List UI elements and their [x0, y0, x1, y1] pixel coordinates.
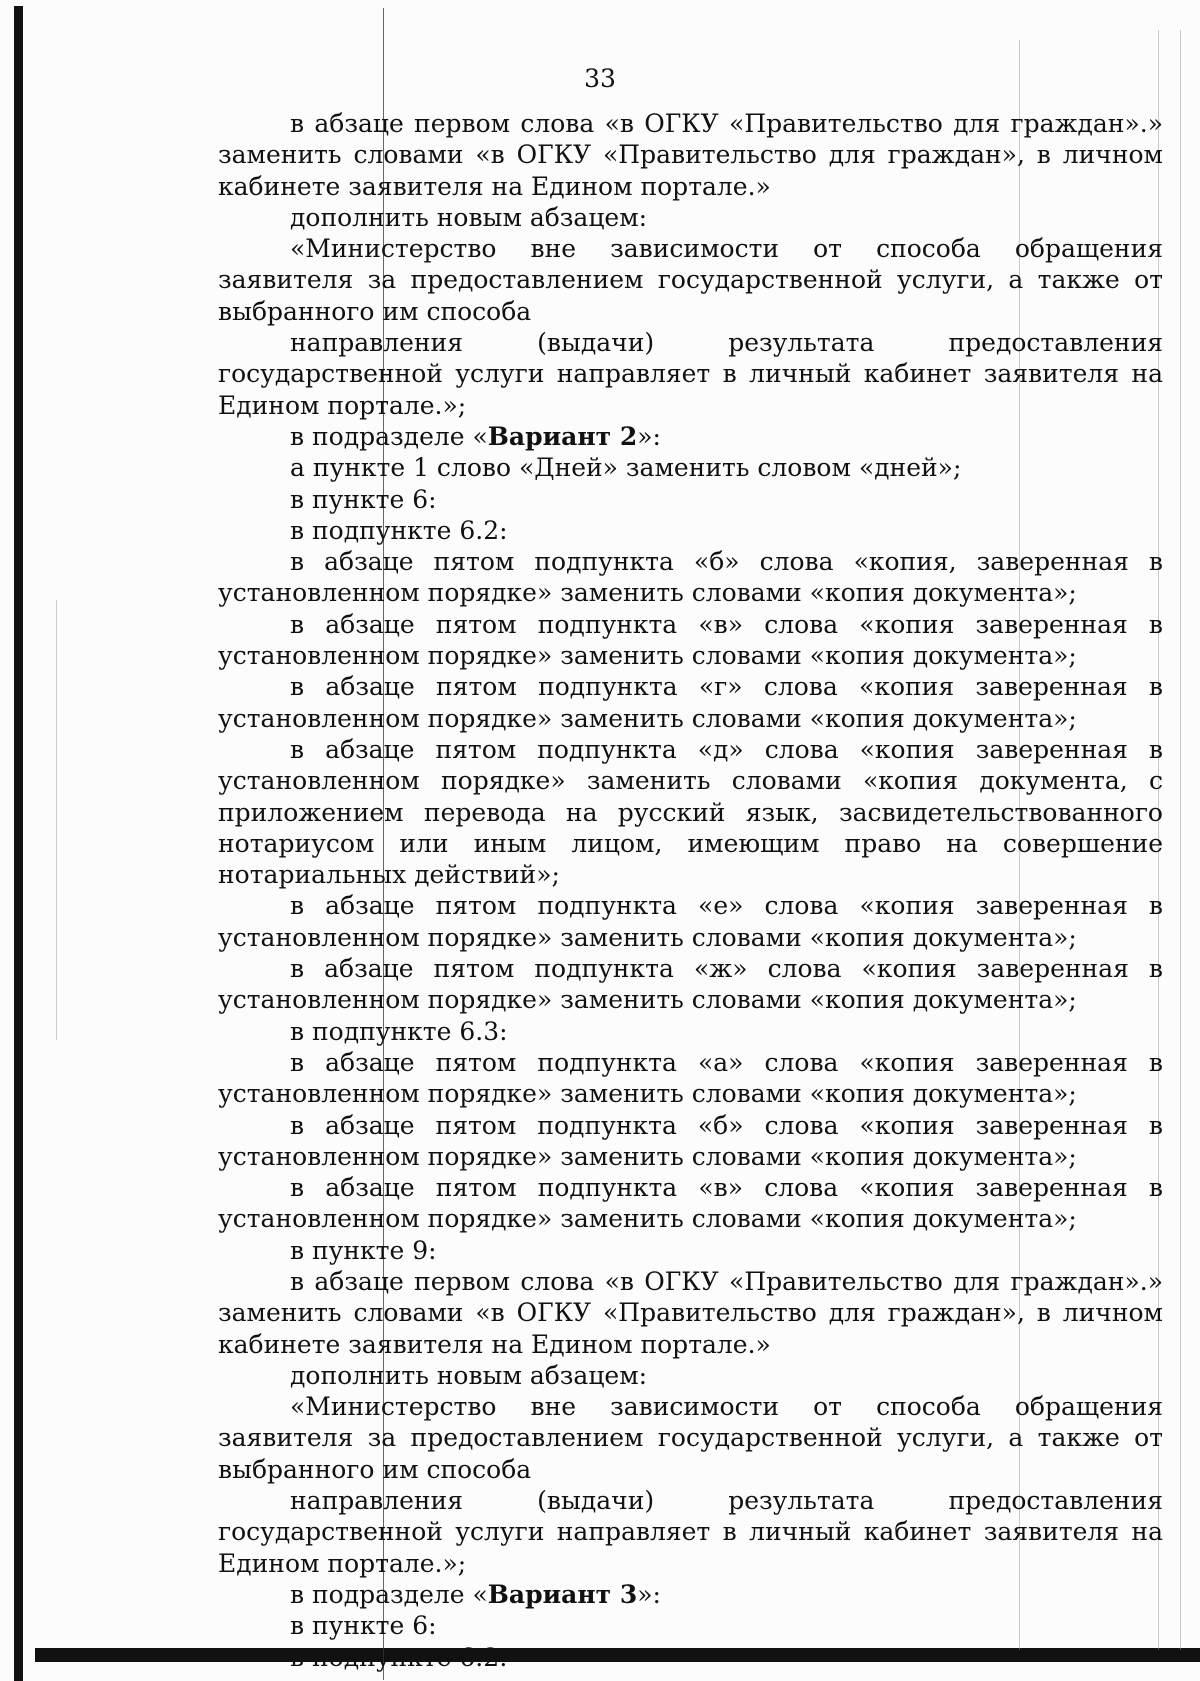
document-paragraph	[218, 1579, 1163, 1610]
document-paragraph: дополнить новым абзацем:	[290, 1360, 648, 1390]
document-paragraph: в пункте 9:	[290, 1235, 437, 1265]
document-paragraph: в пункте 6:	[290, 1611, 437, 1641]
document-paragraph: в абзаце пятом подпункта «а» слова «копия заверенная в установленном порядке» заменить словами «копия документа»;	[218, 1047, 1163, 1109]
document-paragraph: «Министерство вне зависимости от способа обращения заявителя за предоставлением государственной услуги, а также от выбранного им способа	[218, 234, 1163, 326]
document-paragraph: «Министерство вне зависимости от способа обращения заявителя за предоставлением государственной услуги, а также от выбранного им способа	[218, 1392, 1163, 1484]
document-paragraph: направления (выдачи) результата предоставления государственной услуги направляет в личный кабинет заявителя на Едином портале.»;	[218, 1486, 1163, 1578]
document-paragraph: в абзаце пятом подпункта «е» слова «копия заверенная в установленном порядке» заменить словами «копия документа»;	[218, 891, 1163, 952]
document-paragraph: в абзаце пятом подпункта «в» слова «копия заверенная в установленном порядке» заменить словами «копия документа»;	[218, 1173, 1163, 1234]
document-paragraph: направления (выдачи) результата предоставления государственной услуги направляет в личный кабинет заявителя на Едином портале.»;	[218, 328, 1163, 420]
document-paragraph: в абзаце пятом подпункта «ж» слова «копия заверенная в установленном порядке» заменить словами «копия документа»;	[218, 954, 1163, 1015]
paragraph-text: »:	[637, 1579, 661, 1609]
document-paragraph: в подпункте 6.2:	[290, 515, 508, 545]
paragraph-text: »:	[637, 421, 661, 451]
page-number: 33	[584, 64, 616, 93]
document-paragraph: в пункте 6:	[290, 484, 437, 514]
document-paragraph: в подпункте 6.3:	[290, 1016, 508, 1046]
document-paragraph: в абзаце пятом подпункта «б» слова «копия, заверенная в установленном порядке» заменить словами «копия документа»;	[218, 547, 1163, 608]
document-paragraph: а пункте 1 слово «Дней» заменить словом «дней»;	[290, 453, 962, 483]
document-paragraph: в абзаце пятом подпункта «д» слова «копия заверенная в установленном порядке» заменить словами «копия документа, с приложением перевода на русский язык, засвидетельствованного нотариусом или иным лицом, имеющим право на совершение нотариальных действий»;	[218, 734, 1163, 890]
document-paragraph: в абзаце пятом подпункта «г» слова «копия заверенная в установленном порядке» заменить словами «копия документа»;	[218, 672, 1163, 733]
document-paragraph: дополнить новым абзацем:	[290, 202, 648, 232]
document-paragraph: в абзаце пятом подпункта «б» слова «копия заверенная в установленном порядке» заменить словами «копия документа»;	[218, 1110, 1163, 1171]
document-paragraph	[218, 421, 1163, 452]
scan-fold-line	[56, 600, 57, 1040]
paragraph-text: в подразделе «	[290, 421, 488, 451]
variant-title: Вариант 3	[487, 1579, 638, 1609]
paragraph-text: в подразделе «	[290, 1579, 488, 1609]
document-body	[218, 108, 1163, 1673]
document-paragraph: в абзаце первом слова «в ОГКУ «Правительство для граждан».» заменить словами «в ОГКУ «Правительство для граждан», в личном кабинете заявителя на Едином портале.»	[218, 1266, 1163, 1359]
document-paragraph: в абзаце первом слова «в ОГКУ «Правительство для граждан».» заменить словами «в ОГКУ «Правительство для граждан», в личном кабинете заявителя на Едином портале.»	[218, 109, 1163, 201]
document-paragraph: в абзаце пятом подпункта «в» слова «копия заверенная в установленном порядке» заменить словами «копия документа»;	[218, 609, 1163, 671]
variant-title: Вариант 2	[487, 421, 638, 451]
document-paragraph: в подпункте 6.2:	[290, 1642, 508, 1672]
scan-fold-line	[1180, 30, 1181, 1650]
scan-edge-left	[14, 6, 23, 1681]
